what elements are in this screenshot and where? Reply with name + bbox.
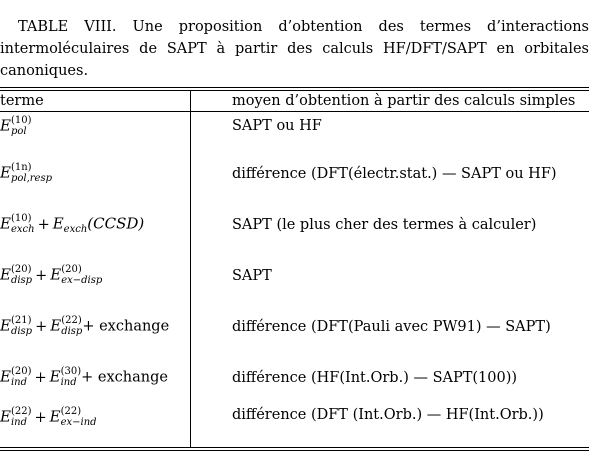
table-row xyxy=(0,403,589,447)
bottom-rule xyxy=(0,447,589,448)
term-symbol: E xyxy=(49,407,61,426)
term-operator: + xyxy=(35,267,48,284)
term-superscript: (1n) xyxy=(10,162,32,173)
terms-table xyxy=(0,87,589,451)
term-symbol: E xyxy=(0,407,11,426)
table-row xyxy=(0,301,589,352)
method-cell: SAPT xyxy=(232,267,272,284)
term-superscript: (20) xyxy=(61,264,82,275)
term-symbol: E xyxy=(50,316,62,335)
term-subscript: pol,resp xyxy=(10,173,52,184)
term-cell xyxy=(0,403,191,447)
term-indices xyxy=(11,265,32,286)
term-superscript: (22) xyxy=(10,406,32,417)
term-indices xyxy=(61,407,97,428)
term-subscript: ex−disp xyxy=(61,275,103,286)
term-symbol: E xyxy=(0,316,11,335)
method-cell: différence (HF(Int.Orb.) — SAPT(100)) xyxy=(232,369,518,386)
table-row xyxy=(0,148,589,199)
term-superscript: (20) xyxy=(10,264,32,275)
term-suffix: (CCSD) xyxy=(87,214,145,233)
top-rule xyxy=(0,87,589,88)
header-method: moyen d’obtention à partir des calculs simples xyxy=(191,91,589,112)
header-row xyxy=(0,91,589,112)
term-indices xyxy=(61,316,82,337)
term-operator: + xyxy=(35,318,48,335)
term-subscript: disp xyxy=(61,326,83,337)
table-row xyxy=(0,199,589,250)
term-symbol: E xyxy=(0,116,11,135)
term-superscript: (30) xyxy=(60,366,82,377)
term-operator: + xyxy=(34,369,47,386)
term-symbol: E xyxy=(0,367,11,386)
term-operator: + xyxy=(37,216,50,233)
term-symbol: E xyxy=(52,214,64,233)
term-indices xyxy=(11,116,32,137)
term-cell xyxy=(0,352,191,403)
term-symbol: E xyxy=(49,367,61,386)
term-superscript: (10) xyxy=(10,115,32,126)
term-text: + exchange xyxy=(82,318,170,335)
term-subscript: disp xyxy=(10,275,33,286)
term-subscript: disp xyxy=(10,326,33,337)
term-indices xyxy=(64,214,88,235)
term-superscript: (20) xyxy=(10,366,32,377)
table-row xyxy=(0,250,589,301)
term-indices xyxy=(11,407,32,428)
term-indices xyxy=(11,367,32,388)
term-indices xyxy=(61,265,102,286)
term-subscript: exch xyxy=(63,224,88,235)
term-symbol: E xyxy=(50,265,62,284)
term-subscript: ind xyxy=(60,377,77,388)
term-cell xyxy=(0,250,191,301)
method-cell: différence (DFT(électr.stat.) — SAPT ou HF) xyxy=(232,165,557,182)
term-operator: + xyxy=(34,409,47,426)
header-term: terme xyxy=(0,91,191,112)
method-cell: différence (DFT (Int.Orb.) — HF(Int.Orb.)) xyxy=(232,407,544,423)
term-indices xyxy=(11,214,35,235)
term-superscript: (10) xyxy=(10,213,32,224)
term-symbol: E xyxy=(0,163,11,182)
term-indices xyxy=(61,367,82,388)
term-cell xyxy=(0,112,191,149)
term-superscript: (22) xyxy=(61,315,82,326)
method-cell: SAPT (le plus cher des termes à calculer) xyxy=(232,216,537,233)
term-symbol: E xyxy=(0,214,11,233)
term-cell xyxy=(0,148,191,199)
term-subscript: pol xyxy=(10,126,27,137)
term-cell xyxy=(0,199,191,250)
term-subscript: ind xyxy=(10,377,27,388)
method-cell: différence (DFT(Pauli avec PW91) — SAPT) xyxy=(232,318,551,335)
table-row xyxy=(0,112,589,149)
term-cell xyxy=(0,301,191,352)
term-subscript: exch xyxy=(10,224,35,235)
table-caption: TABLE VIII. Une proposition d’obtention des termes d’interactions intermoléculaires de SAPT à partir des calculs HF/DFT/SAPT en orbitales canoniques. xyxy=(0,19,589,79)
term-symbol: E xyxy=(0,265,11,284)
term-subscript: ind xyxy=(10,417,27,428)
term-superscript: (22) xyxy=(60,406,82,417)
method-cell: SAPT ou HF xyxy=(232,118,322,134)
term-text: + exchange xyxy=(81,369,168,386)
term-indices xyxy=(11,163,52,184)
bottom-rule-second xyxy=(0,450,589,451)
table-body xyxy=(0,91,589,447)
term-indices xyxy=(11,316,32,337)
term-subscript: ex−ind xyxy=(60,417,97,428)
term-superscript: (21) xyxy=(10,315,32,326)
table-row xyxy=(0,352,589,403)
